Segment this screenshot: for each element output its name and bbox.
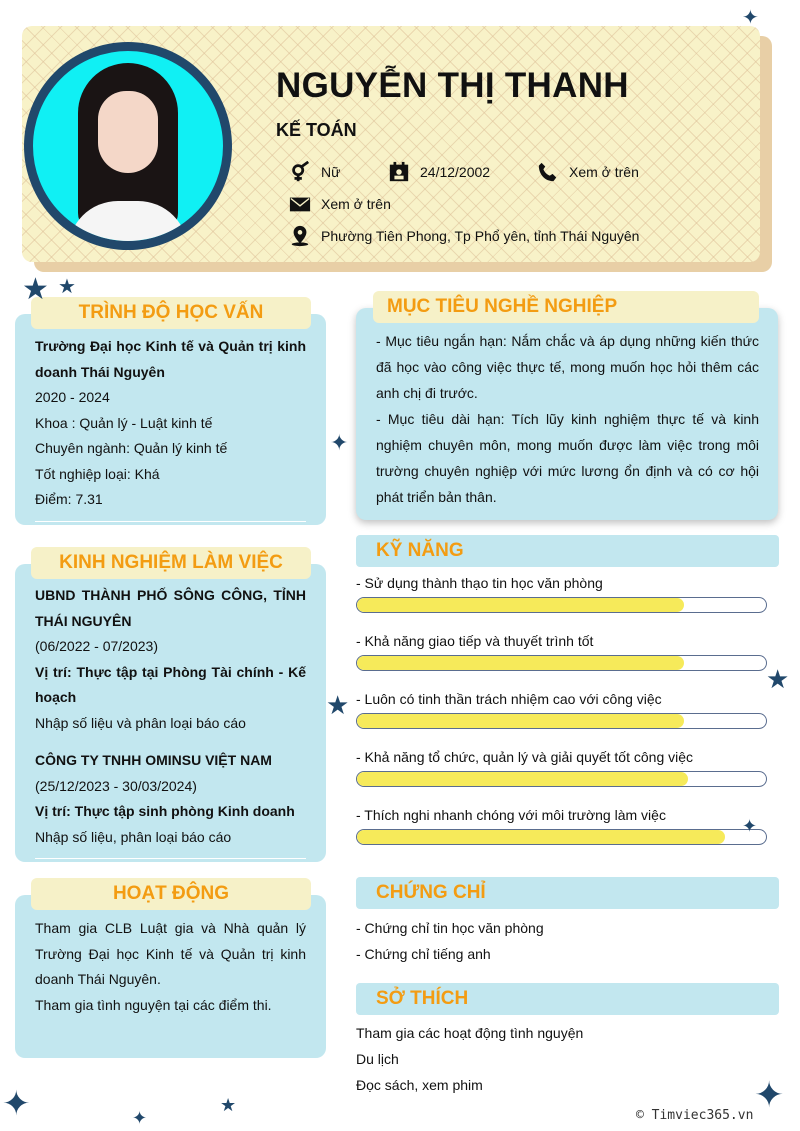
- sparkle-decoration-icon: ✦: [330, 430, 349, 455]
- copyright: © Timviec365.vn: [636, 1108, 754, 1123]
- star-decoration-icon: ★: [766, 664, 790, 694]
- star-decoration-icon: ★: [326, 690, 350, 720]
- skill-label: - Khả năng giao tiếp và thuyết trình tốt: [356, 633, 594, 649]
- location-pin-icon: [289, 225, 311, 247]
- skill-progress-fill: [357, 656, 684, 670]
- skill-progress-fill: [357, 598, 684, 612]
- skill-label: - Thích nghi nhanh chóng với môi trường làm việc: [356, 807, 666, 823]
- education-grade: Tốt nghiệp loại: Khá: [35, 465, 160, 482]
- experience-title: KINH NGHIỆM LÀM VIỆC: [31, 547, 311, 579]
- certificates-list: [356, 915, 544, 967]
- certificate-item: - Chứng chỉ tin học văn phòng: [356, 920, 544, 936]
- sparkle-decoration-icon: ✦: [742, 816, 758, 836]
- email-value: Xem ở trên: [321, 196, 391, 212]
- profile-photo: [24, 42, 232, 250]
- phone-icon: [537, 161, 559, 183]
- hobby-item: Đọc sách, xem phim: [356, 1077, 483, 1093]
- skill-progress-bar: [356, 771, 767, 787]
- divider: [35, 858, 306, 859]
- job-position: Vị trí: Thực tập tại Phòng Tài chính - Kế hoạch: [35, 663, 306, 705]
- hobbies-title: SỞ THÍCH: [356, 983, 779, 1015]
- gender-icon: [289, 161, 311, 183]
- address-info: [289, 225, 639, 247]
- sparkle-decoration-icon: ✦: [132, 1108, 148, 1128]
- school-name: Trường Đại học Kinh tế và Quản trị kinh doanh Thái Nguyên: [35, 338, 306, 380]
- skill-progress-bar: [356, 713, 767, 729]
- birthday-value: 24/12/2002: [420, 164, 491, 180]
- sparkle-decoration-icon: ✦: [742, 7, 759, 29]
- skill-label: - Khả năng tổ chức, quản lý và giải quyết tốt công việc: [356, 749, 694, 765]
- education-faculty: Khoa : Quản lý - Luật kinh tế: [35, 414, 213, 431]
- job-period: (25/12/2023 - 30/03/2024): [35, 777, 197, 794]
- job-company: UBND THÀNH PHỐ SÔNG CÔNG, TỈNH THÁI NGUYÊN: [35, 587, 306, 629]
- education-content: [35, 334, 306, 522]
- skill-label: - Luôn có tinh thần trách nhiệm cao với công việc: [356, 691, 662, 707]
- phone-info: [537, 161, 639, 183]
- certificates-title: CHỨNG CHỈ: [356, 877, 779, 909]
- star-decoration-icon: ★: [220, 1095, 237, 1115]
- objective-long: - Mục tiêu dài hạn: Tích lũy kinh nghiệm thực tế và kinh nghiệm chuyên môn, mong muốn được làm việc trong môi trường chuyên nghiệp với mức lương ổn định và có cơ hội phát triển bản thân.: [376, 411, 759, 505]
- skill-item: [356, 749, 767, 787]
- skill-item: [356, 691, 767, 729]
- calendar-icon: [388, 161, 410, 183]
- hobby-item: Tham gia các hoạt động tình nguyện: [356, 1025, 584, 1041]
- email-info: [289, 193, 391, 215]
- skill-progress-fill: [357, 714, 684, 728]
- job-company: CÔNG TY TNHH OMINSU VIỆT NAM: [35, 752, 272, 768]
- gender-info: [289, 161, 340, 183]
- skill-progress-bar: [356, 829, 767, 845]
- skill-progress-bar: [356, 655, 767, 671]
- phone-value: Xem ở trên: [569, 164, 639, 180]
- job-title: KẾ TOÁN: [276, 120, 357, 140]
- education-major: Chuyên ngành: Quản lý kinh tế: [35, 440, 228, 456]
- objective-content: [376, 328, 759, 510]
- job-position: Vị trí: Thực tập sinh phòng Kinh doanh: [35, 803, 295, 819]
- objective-short: - Mục tiêu ngắn hạn: Nắm chắc và áp dụng những kiến thức đã học vào công việc thực tế, mong muốn học hỏi thêm các anh chị đi trước.: [376, 333, 759, 401]
- job-period: (06/2022 - 07/2023): [35, 638, 158, 654]
- star-decoration-icon: ★: [58, 276, 76, 298]
- mail-icon: [289, 193, 311, 215]
- activity-item: Tham gia CLB Luật gia và Nhà quản lý Trường Đại học Kinh tế và Quản trị kinh doanh Thái Nguyên.: [35, 920, 306, 987]
- experience-content: [35, 583, 306, 859]
- skill-label: - Sử dụng thành thạo tin học văn phòng: [356, 575, 603, 591]
- skill-item: [356, 633, 767, 671]
- objective-title: MỤC TIÊU NGHỀ NGHIỆP: [373, 291, 759, 323]
- activities-content: [35, 916, 306, 1018]
- skill-item: [356, 575, 767, 613]
- activity-item: Tham gia tình nguyện tại các điểm thi.: [35, 996, 272, 1013]
- job-desc: Nhập số liệu và phân loại báo cáo: [35, 714, 246, 731]
- education-score: Điểm: 7.31: [35, 491, 103, 507]
- skill-item: [356, 807, 767, 845]
- birthday-info: [388, 161, 490, 183]
- address-value: Phường Tiên Phong, Tp Phổ yên, tỉnh Thái Nguyên: [321, 228, 640, 244]
- education-title: TRÌNH ĐỘ HỌC VẤN: [31, 297, 311, 329]
- skill-progress-fill: [357, 830, 725, 844]
- hobbies-list: [356, 1020, 583, 1098]
- certificate-item: - Chứng chỉ tiếng anh: [356, 946, 491, 962]
- skill-progress-fill: [357, 772, 688, 786]
- activities-title: HOẠT ĐỘNG: [31, 878, 311, 910]
- gender-value: Nữ: [321, 164, 341, 180]
- divider: [35, 521, 306, 522]
- star-decoration-icon: ★: [22, 273, 49, 306]
- sparkle-decoration-icon: ✦: [2, 1085, 31, 1123]
- skill-progress-bar: [356, 597, 767, 613]
- candidate-name: NGUYỄN THỊ THANH: [276, 66, 629, 105]
- job-desc: Nhập số liệu, phân loại báo cáo: [35, 828, 232, 845]
- hobby-item: Du lịch: [356, 1051, 399, 1067]
- sparkle-decoration-icon: ✦: [754, 1074, 785, 1115]
- education-years: 2020 - 2024: [35, 389, 110, 405]
- skills-title: KỸ NĂNG: [356, 535, 779, 567]
